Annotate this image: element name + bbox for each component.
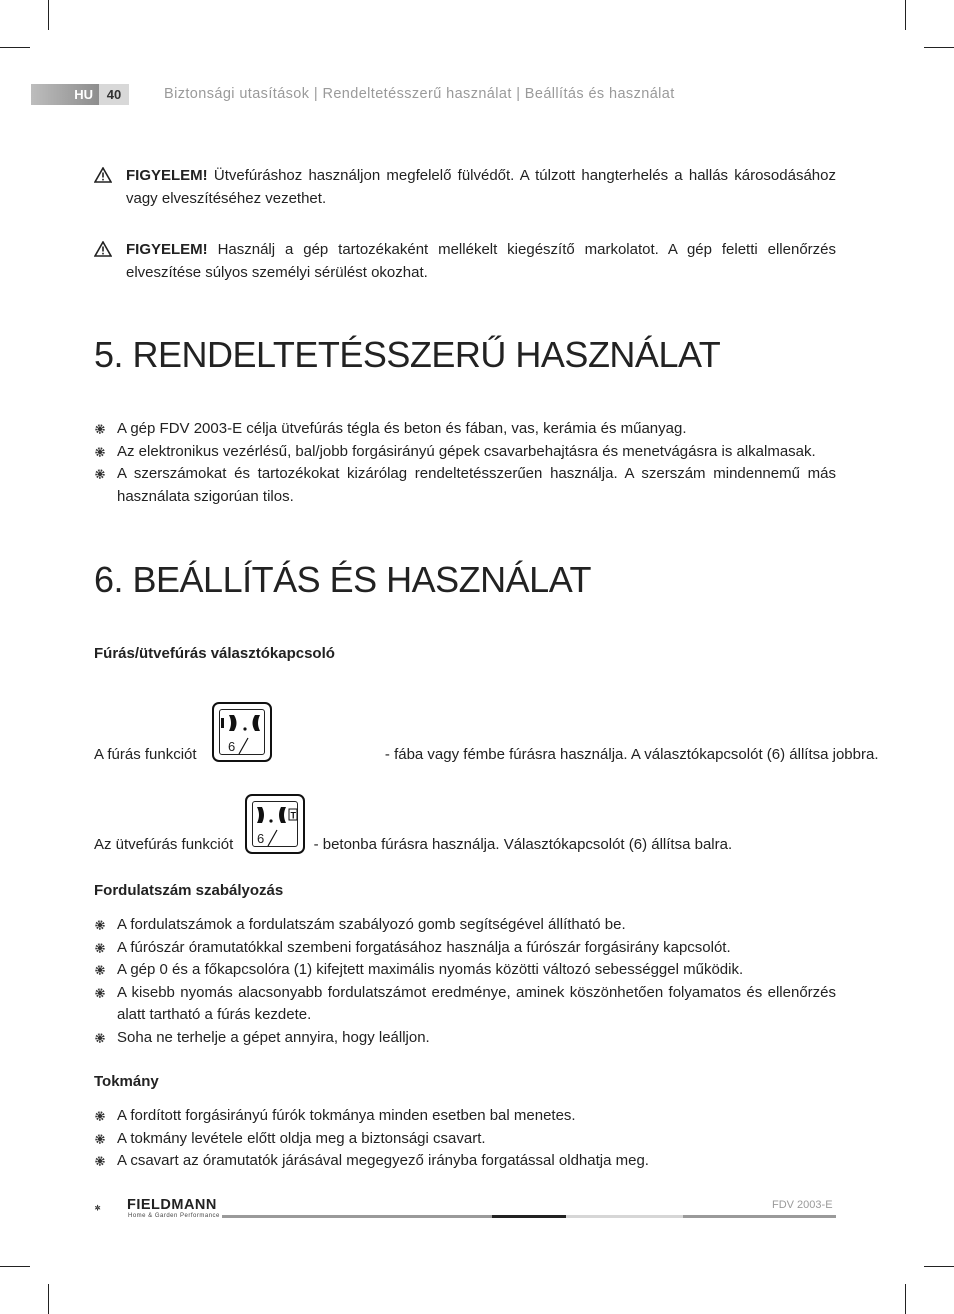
warning-text: Ütvefúráshoz használjon megfelelő fülvédőt. A túlzott hangterhelés a hallás károsodásához vagy elveszítéséhez vezethet. <box>126 167 836 207</box>
drill-bit-icon <box>220 712 266 734</box>
hammer-mode-line <box>94 836 732 853</box>
footer-rule <box>222 1215 492 1218</box>
list-item: A fúrószár óramutatókkal szembeni forgatásához használja a fúrószár forgásirány kapcsolót. <box>94 937 836 960</box>
drill-suffix: - fába vagy fémbe fúrásra használja. A választókapcsolót (6) állítsa jobbra. <box>384 746 879 763</box>
chuck-list <box>94 1105 836 1173</box>
gear-bullet-icon <box>94 1110 106 1122</box>
switch-number: 6 <box>228 739 236 754</box>
warning-icon <box>94 167 112 183</box>
gear-bullet-icon <box>94 446 106 458</box>
crop-mark <box>924 47 954 48</box>
language-code: HU <box>31 84 99 105</box>
section-6-title: 6. BEÁLLÍTÁS ÉS HASZNÁLAT <box>94 559 592 600</box>
footer-rule <box>492 1215 566 1218</box>
slash-mark <box>236 737 250 755</box>
gear-bullet-icon <box>94 468 106 480</box>
crop-mark <box>905 1284 906 1314</box>
crop-mark <box>905 0 906 30</box>
list-item: A szerszámokat és tartozékokat kizárólag rendeltetésszerűen használja. A szerszám mindennemű más használata szigorúan tilos. <box>94 463 836 508</box>
crop-mark <box>48 0 49 30</box>
list-item: A csavart az óramutatók járásával megegyező irányba forgatással oldhatja meg. <box>94 1150 836 1173</box>
warning-label: FIGYELEM! <box>126 241 208 258</box>
list-item: Soha ne terhelje a gépet annyira, hogy leálljon. <box>94 1027 836 1050</box>
gear-bullet-icon <box>94 1155 106 1167</box>
svg-text:T: T <box>290 810 296 821</box>
page-header-tab <box>31 84 129 105</box>
hammer-icon <box>253 804 299 826</box>
list-item: A gép FDV 2003-E célja ütvefúrás tégla és beton és fában, vas, kerámia és műanyag. <box>94 418 836 441</box>
brand-tagline: Home & Garden Performance <box>128 1213 220 1219</box>
brand-name: FIELDMANN <box>127 1197 217 1213</box>
list-item: A fordított forgásirányú fúrók tokmánya minden esetben bal menetes. <box>94 1105 836 1128</box>
gear-bullet-icon <box>94 964 106 976</box>
fieldmann-logo-icon <box>94 1193 124 1223</box>
list-item: A kisebb nyomás alacsonyabb fordulatszámot eredménye, aminek köszönhetően folyamatos és ellenőrzés alatt tartható a fúrás kezdete. <box>94 982 836 1027</box>
gear-bullet-icon <box>94 1032 106 1044</box>
section-5-title: 5. RENDELTETÉSSZERŰ HASZNÁLAT <box>94 334 721 375</box>
list-item: A fordulatszámok a fordulatszám szabályozó gomb segítségével állítható be. <box>94 914 836 937</box>
warning-label: FIGYELEM! <box>126 167 208 184</box>
gear-bullet-icon <box>94 919 106 931</box>
gear-bullet-icon <box>94 987 106 999</box>
warning-block <box>94 164 836 210</box>
gear-bullet-icon <box>94 423 106 435</box>
warning-block <box>94 238 836 284</box>
gear-bullet-icon <box>94 942 106 954</box>
model-number: FDV 2003-E <box>772 1199 833 1211</box>
section-5-list <box>94 418 836 508</box>
breadcrumb: Biztonsági utasítások | Rendeltetésszerű használat | Beállítás és használat <box>164 86 675 102</box>
crop-mark <box>0 47 30 48</box>
warning-icon <box>94 241 112 257</box>
hammer-prefix: Az ütvefúrás funkciót <box>94 836 234 853</box>
page-number: 40 <box>99 84 129 105</box>
warning-text: Használj a gép tartozékaként mellékelt kiegészítő markolatot. A gép feletti ellenőrzés elveszítése súlyos személyi sérülést okozhat. <box>126 241 836 281</box>
subheading-speed-control: Fordulatszám szabályozás <box>94 882 284 899</box>
slash-mark <box>265 829 279 847</box>
crop-mark <box>48 1284 49 1314</box>
subheading-chuck: Tokmány <box>94 1073 159 1090</box>
hammer-mode-switch-icon <box>245 794 305 854</box>
drill-prefix: A fúrás funkciót <box>94 746 197 763</box>
crop-mark <box>924 1266 954 1267</box>
subheading-drill-switch: Fúrás/ütvefúrás választókapcsoló <box>94 645 335 662</box>
gear-bullet-icon <box>94 1133 106 1145</box>
speed-list <box>94 914 836 1049</box>
list-item: Az elektronikus vezérlésű, bal/jobb forgásirányú gépek csavarbehajtásra és menetvágásra is alkalmasak. <box>94 441 836 464</box>
crop-mark <box>0 1266 30 1267</box>
drill-mode-switch-icon <box>212 702 272 762</box>
switch-number: 6 <box>257 831 265 846</box>
list-item: A tokmány levétele előtt oldja meg a biztonsági csavart. <box>94 1128 836 1151</box>
list-item: A gép 0 és a főkapcsolóra (1) kifejtett maximális nyomás közötti változó sebességgel működik. <box>94 959 836 982</box>
footer-rule <box>566 1215 683 1218</box>
hammer-suffix: - betonba fúrásra használja. Választókapcsolót (6) állítsa balra. <box>313 836 733 853</box>
footer-rule <box>683 1215 836 1218</box>
